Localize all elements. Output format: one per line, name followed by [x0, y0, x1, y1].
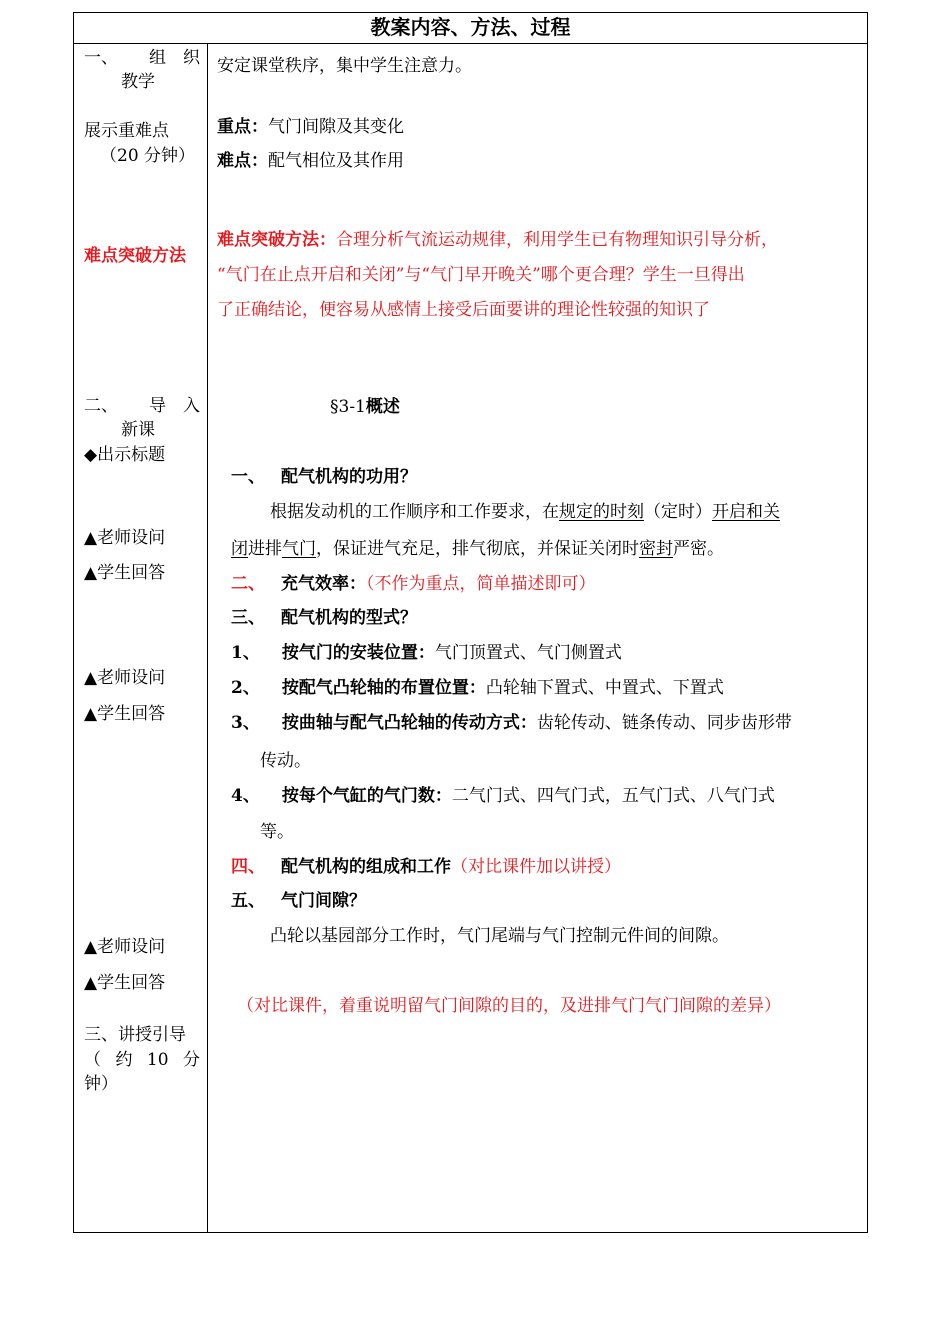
- table-header: 教案内容、方法、过程: [74, 13, 867, 44]
- heading-3-number: 三、: [231, 608, 265, 628]
- p1-text-b: 规定的时刻: [559, 502, 644, 522]
- heading-5-text: 气门间隙？: [281, 891, 366, 911]
- type-item-3-text: 齿轮传动、链条传动、同步齿形带: [536, 713, 792, 733]
- intro-number: 二、: [84, 396, 118, 416]
- heading-4-number: 四、: [231, 857, 265, 877]
- difficult-point-line: [217, 150, 404, 172]
- method-line-3: 了正确结论，便容易从感情上接受后面要讲的理论性较强的知识了: [217, 300, 710, 320]
- p2-text-b: 进排: [248, 539, 282, 559]
- method-line-1: [217, 229, 778, 251]
- type-item-4-label: 按每个气缸的气门数：: [281, 786, 452, 806]
- difficult-point-text: 配气相位及其作用: [268, 151, 404, 171]
- type-item-3-label: 按曲轴与配气凸轮轴的传动方式：: [281, 713, 537, 733]
- difficult-point-label: 难点：: [217, 151, 268, 171]
- lecture-paren: （: [84, 1050, 101, 1070]
- student-answer-2: ▲学生回答: [84, 704, 166, 724]
- heading-2-text: 充气效率：: [281, 574, 366, 594]
- heading-1: [231, 466, 417, 488]
- type-item-4-text: 二气门式、四气门式，五气门式、八气门式: [451, 786, 775, 806]
- teacher-question-2: ▲老师设问: [84, 668, 166, 688]
- heading-1-number: 一、: [231, 467, 265, 487]
- paragraph-1-line-2: [231, 538, 724, 560]
- student-answer-1: ▲学生回答: [84, 563, 166, 583]
- type-item-2-text: 凸轮轴下置式、中置式、下置式: [485, 678, 724, 698]
- type-item-1-text: 气门顶置式、气门侧置式: [434, 643, 622, 663]
- type-item-3: [231, 712, 792, 734]
- type-item-3-continued: 传动。: [260, 751, 311, 771]
- type-item-1-label: 按气门的安装位置：: [281, 643, 435, 663]
- p2-text-f: 严密。: [673, 539, 724, 559]
- p1-text-c: （定时）: [644, 502, 712, 522]
- organize-word: 组 织: [149, 48, 200, 68]
- type-item-1: [231, 642, 622, 664]
- heading-2-note: （不作为重点，简单描述即可）: [366, 574, 596, 594]
- intro-word: 导 入: [149, 396, 200, 416]
- lecture-label-line3: 钟）: [84, 1074, 118, 1094]
- student-answer-3: ▲学生回答: [84, 973, 166, 993]
- heading-2-number: 二、: [231, 574, 265, 594]
- heading-3: [231, 607, 417, 629]
- organize-label-line1: [84, 47, 200, 69]
- valve-clearance-note: （对比课件，着重说明留气门间隙的目的，及进排气门气门间隙的差异）: [237, 996, 781, 1016]
- type-item-4-number: 4、: [231, 786, 260, 806]
- type-item-2: [231, 677, 724, 699]
- lecture-minutes-value: 10: [146, 1050, 169, 1070]
- organize-label-line2: 教学: [121, 72, 155, 92]
- valve-clearance-definition: 凸轮以基园部分工作时，气门尾端与气门控制元件间的间隙。: [270, 926, 729, 946]
- show-title-label: ◆出示标题: [84, 445, 166, 465]
- heading-4-text: 配气机构的组成和工作: [281, 857, 451, 877]
- p2-text-c: 气门: [282, 539, 316, 559]
- key-point-label: 重点：: [217, 117, 268, 137]
- intro-label-line1: [84, 395, 200, 417]
- type-item-2-number: 2、: [231, 678, 260, 698]
- heading-4-note: （对比课件加以讲授）: [451, 857, 621, 877]
- classroom-order-text: 安定课堂秩序，集中学生注意力。: [217, 56, 472, 76]
- lecture-minutes-unit: 分: [183, 1050, 200, 1070]
- lecture-label-line2: [84, 1049, 200, 1071]
- teacher-question-3: ▲老师设问: [84, 937, 166, 957]
- lesson-plan-table: [73, 12, 868, 1233]
- type-item-2-label: 按配气凸轮轴的布置位置：: [281, 678, 486, 698]
- focus-label-line2: （20 分钟）: [100, 146, 196, 166]
- heading-4: [231, 856, 621, 878]
- p1-text-a: 根据发动机的工作顺序和工作要求，在: [270, 502, 559, 522]
- method-line-2: “气门在止点开启和关闭”与“气门早开晚关”哪个更合理？学生一旦得出: [217, 265, 745, 285]
- heading-5-number: 五、: [231, 891, 265, 911]
- key-point-line: [217, 116, 404, 138]
- heading-3-text: 配气机构的型式？: [281, 608, 417, 628]
- heading-1-text: 配气机构的功用？: [281, 467, 417, 487]
- type-item-1-number: 1、: [231, 643, 260, 663]
- type-item-4-continued: 等。: [260, 822, 294, 842]
- p2-text-a: 闭: [231, 539, 248, 559]
- key-point-text: 气门间隙及其变化: [268, 117, 404, 137]
- type-item-3-number: 3、: [231, 713, 260, 733]
- focus-label-line1: 展示重难点: [84, 121, 169, 141]
- section-heading: [330, 396, 400, 418]
- column-divider: [207, 44, 208, 1232]
- lecture-label-line1: 三、讲授引导: [84, 1025, 186, 1045]
- type-item-4: [231, 785, 775, 807]
- teacher-question-1: ▲老师设问: [84, 528, 166, 548]
- p2-text-e: 密封: [639, 539, 673, 559]
- section-number: §3-1: [330, 397, 366, 417]
- lecture-about: 约: [115, 1050, 133, 1070]
- breakthrough-label: 难点突破方法: [84, 246, 186, 266]
- method-text-1: 合理分析气流运动规律，利用学生已有物理知识引导分析，: [336, 230, 778, 250]
- heading-5: [231, 890, 366, 912]
- intro-label-line2: 新课: [121, 420, 155, 440]
- p2-text-d: ，保证进气充足，排气彻底，并保证关闭时: [316, 539, 639, 559]
- paragraph-1-line-1: [270, 501, 780, 523]
- p1-text-d: 开启和关: [712, 502, 780, 522]
- organize-number: 一、: [84, 48, 118, 68]
- heading-2: [231, 573, 596, 595]
- method-label: 难点突破方法：: [217, 230, 336, 250]
- section-title: 概述: [365, 397, 400, 417]
